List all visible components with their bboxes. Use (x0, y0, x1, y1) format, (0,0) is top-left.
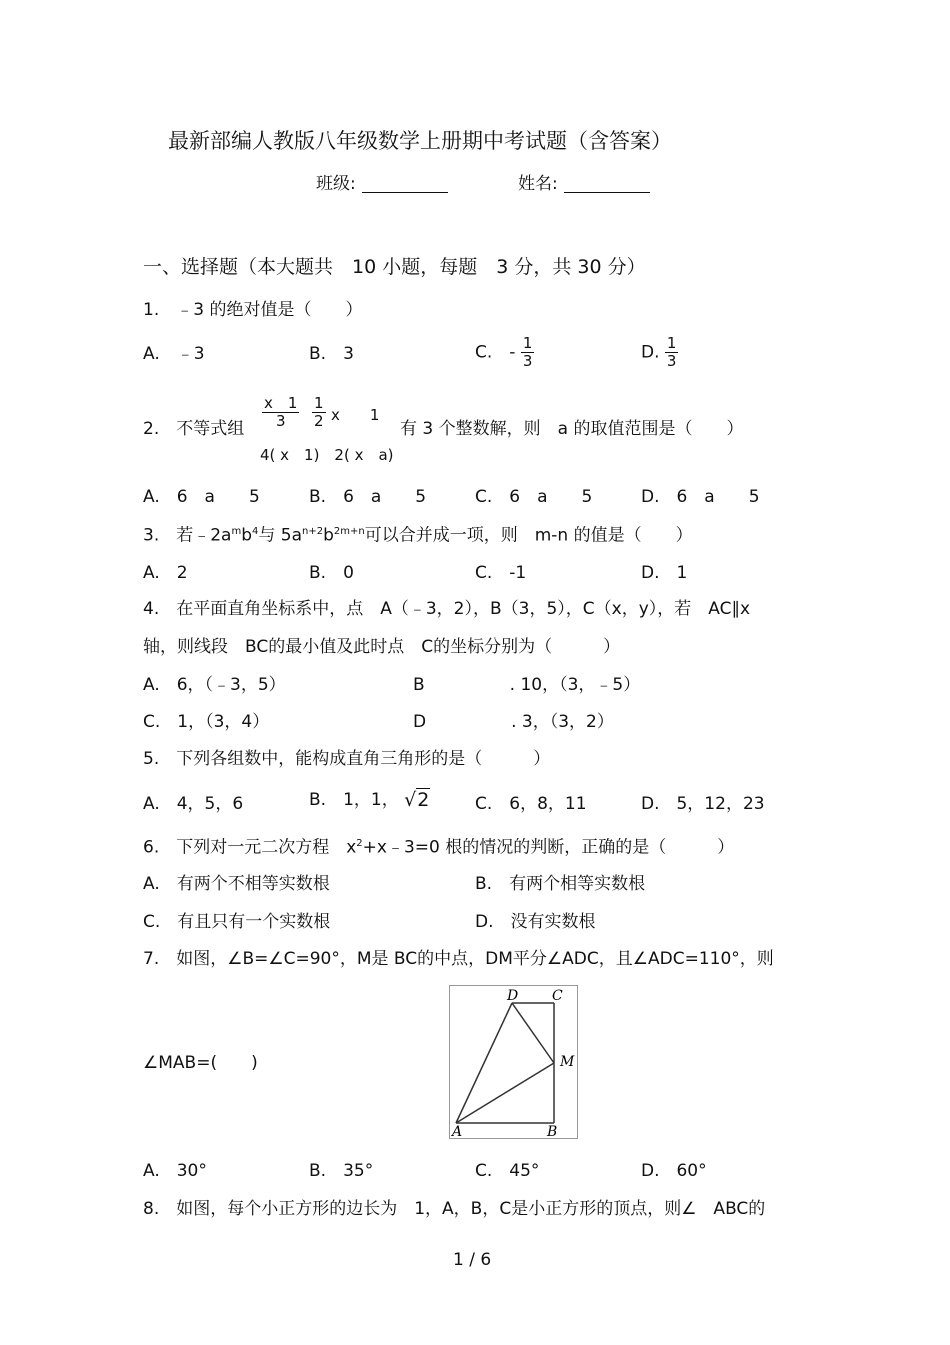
fraction: $\frac{1}{3}$ (522, 334, 533, 371)
q6-option-b: B. 有两个相等实数根 (475, 874, 646, 894)
q5-option-d: D. 5，12，23 (641, 794, 765, 814)
q1-option-a: A. ﹣3 (143, 344, 205, 364)
q3-option-b: B. 0 (309, 563, 354, 583)
page-number: 1 / 6 (453, 1250, 492, 1270)
q2-option-d: D. 6 a 5 (641, 487, 760, 507)
q1-option-d: D. $\frac{1}{3}$ (641, 334, 677, 371)
question-2-suffix: 有 3 个整数解，则 a 的取值范围是（ ） (400, 419, 744, 439)
sqrt-expression: √2 (404, 789, 430, 811)
q7-figure-svg (450, 986, 577, 1138)
question-5-stem: 5. 下列各组数中，能构成直角三角形的是（ ） (143, 749, 551, 769)
q2-option-b: B. 6 a 5 (309, 487, 427, 507)
question-4-line2: 轴，则线段 BC的最小值及此时点 C的坐标分别为（ ） (143, 637, 621, 657)
question-7-line2: ∠MAB=( ) (143, 1053, 258, 1073)
q7-option-c: C. 45° (475, 1161, 540, 1181)
q1-option-c: C. - $\frac{1}{3}$ (475, 334, 533, 371)
q4-option-a: A. 6，（﹣3，5） (143, 675, 286, 695)
label-b: B (547, 1124, 558, 1138)
q3-option-c: C. -1 (475, 563, 527, 583)
q3-option-a: A. 2 (143, 563, 188, 583)
page-title: 最新部编人教版八年级数学上册期中考试题（含答案） (168, 129, 672, 153)
q2-system-top-right: $\frac{1}{2}$ (314, 394, 324, 431)
q6-option-c: C. 有且只有一个实数根 (143, 912, 331, 932)
label-a: A (452, 1124, 463, 1138)
q7-option-a: A. 30° (143, 1161, 207, 1181)
q2-system-top-left: $\frac{x 1}{3}$ (264, 394, 298, 431)
label-d: D (507, 988, 519, 1004)
question-6-stem: 6. 下列对一元二次方程 $x^2+x﹣3=0$ 根的情况的判断，正确的是（ ） (143, 837, 735, 858)
q2-system-top-tail: x 1 (331, 406, 380, 424)
q5-option-c: C. 6，8，11 (475, 794, 587, 814)
class-label: 班级: (316, 174, 356, 194)
q4-option-b: B . 10，（3，﹣5） (413, 675, 641, 695)
q5-option-a: A. 4，5，6 (143, 794, 244, 814)
class-blank (362, 176, 448, 193)
question-3-stem: 3. 若$﹣2a^mb^4$与 $5a^{n+2}b^{2m+n}$可以合并成一项，则 m-n 的值是（ ） (143, 525, 693, 546)
q2-system-bottom: 4( x 1) 2( x a) (260, 446, 394, 464)
question-2-prefix: 2. 不等式组 (143, 419, 245, 439)
q4-option-c: C. 1，（3，4） (143, 712, 270, 732)
q5-option-b: B. 1，1， √2 (309, 789, 430, 811)
class-field (316, 176, 448, 193)
question-7-line1: 7. 如图，∠B=∠C=90°，M是 BC的中点，DM平分∠ADC，且∠ADC=110°，则 (143, 949, 774, 969)
q7-option-b: B. 35° (309, 1161, 374, 1181)
label-c: C (552, 988, 563, 1004)
q7-figure (449, 985, 578, 1139)
q1-option-b: B. 3 (309, 344, 354, 364)
section-heading: 一、选择题（本大题共 10 小题，每题 3 分，共 30 分） (143, 256, 646, 278)
q3-option-d: D. 1 (641, 563, 688, 583)
name-field (518, 176, 650, 193)
q2-option-a: A. 6 a 5 (143, 487, 260, 507)
label-m: M (560, 1054, 575, 1070)
question-4-line1: 4. 在平面直角坐标系中，点 A（﹣3，2），B（3，5），C（x，y），若 AC∥x (143, 599, 751, 619)
fraction: $\frac{1}{3}$ (666, 334, 677, 371)
q6-option-d: D. 没有实数根 (475, 912, 596, 932)
name-blank (564, 176, 650, 193)
q7-option-d: D. 60° (641, 1161, 707, 1181)
q2-option-c: C. 6 a 5 (475, 487, 593, 507)
q4-option-d: D . 3，（3，2） (413, 712, 614, 732)
question-8-line1: 8. 如图，每个小正方形的边长为 1，A，B，C是小正方形的顶点，则∠ ABC的 (143, 1199, 766, 1219)
question-1-stem: 1. ﹣3 的绝对值是（ ） (143, 300, 363, 320)
name-label: 姓名: (518, 174, 558, 194)
q6-option-a: A. 有两个不相等实数根 (143, 874, 330, 894)
